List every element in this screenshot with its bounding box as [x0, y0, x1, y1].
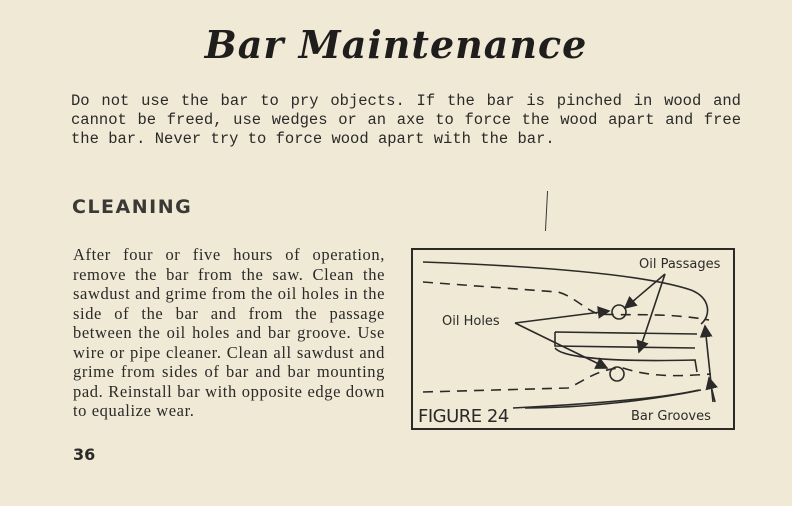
stray-pen-mark [545, 191, 548, 231]
intro-paragraph: Do not use the bar to pry objects. If the bar is pinched in wood and cannot be freed, use wedges or an axe to force the wood apart and free the bar. Never try to force wood apart with the bar. [71, 92, 741, 148]
page-title: Bar Maintenance [204, 22, 588, 67]
label-oil-passages: Oil Passages [639, 257, 721, 272]
mounting-pad-upper [555, 332, 697, 348]
oil-hole-lower [610, 367, 624, 381]
bar-diagram [413, 250, 733, 428]
bar-bottom-edge [513, 390, 699, 408]
oil-holes-arrow-lower [515, 323, 607, 368]
figure-caption: FIGURE 24 [418, 406, 509, 427]
lower-groove-dashed [423, 368, 711, 392]
section-heading-cleaning: CLEANING [72, 196, 193, 218]
label-oil-holes: Oil Holes [442, 314, 500, 329]
oil-hole-upper [612, 305, 626, 319]
page-number: 36 [73, 445, 96, 464]
figure-24-diagram [411, 248, 735, 430]
oil-holes-arrow-upper [515, 311, 609, 323]
label-bar-grooves: Bar Grooves [631, 409, 711, 424]
cleaning-instructions: After four or five hours of operation, remove the bar from the saw. Clean the sawdust and grime from the oil holes in the side of the bar and from the passage between the oil holes and bar groove. Use wire or pipe cleaner. Clean all sawdust and grime from sides of bar and bar mounting pad. Reinstall bar with opposite edge down to equalize wear. [73, 245, 385, 420]
